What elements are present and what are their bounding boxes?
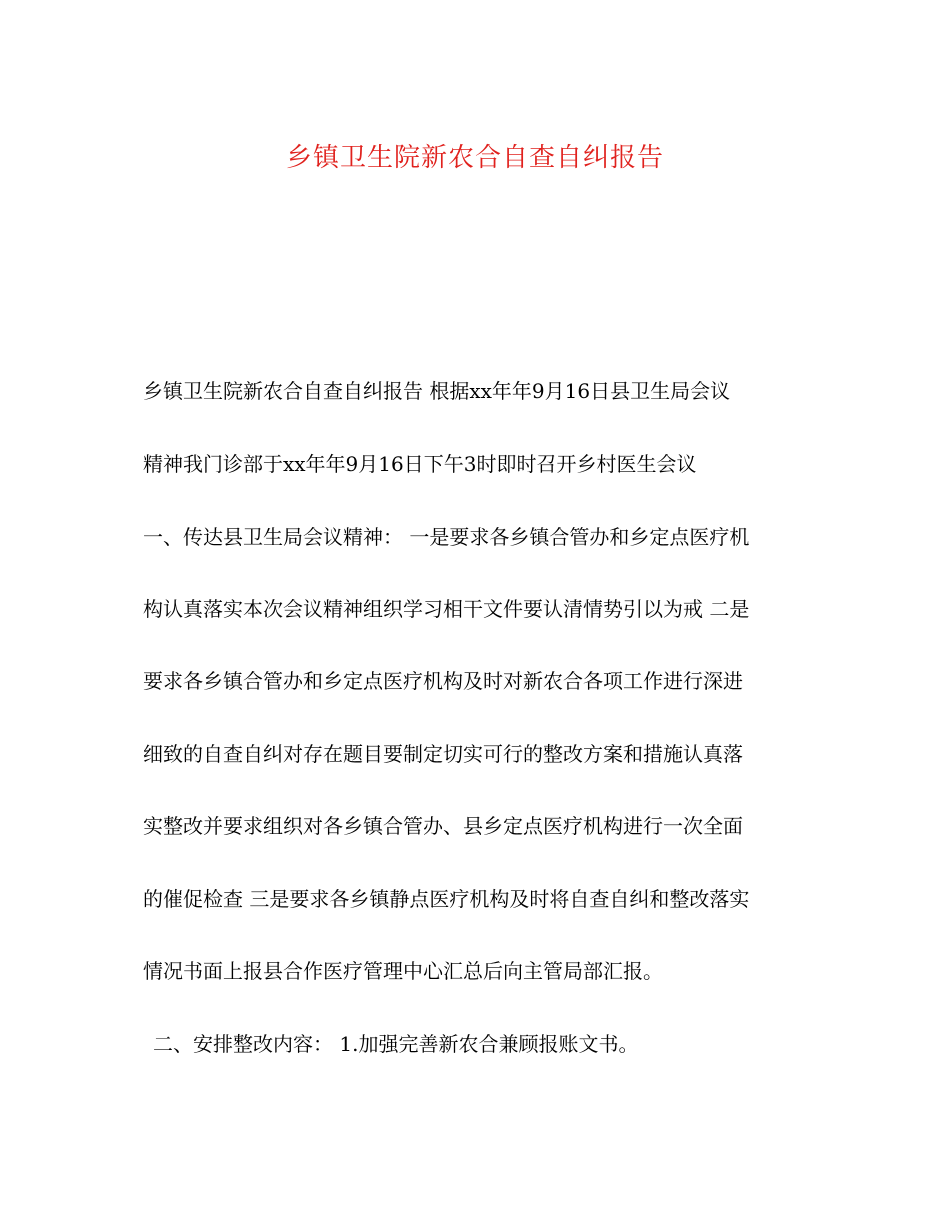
body-line: 细致的自查自纠对存在题目要制定切实可行的整改方案和措施认真落 [143,742,743,766]
body-line: 构认真落实本次会议精神组织学习相干文件要认清情势引以为戒 二是 [143,597,750,621]
body-line: 实整改并要求组织对各乡镇合管办、县乡定点医疗机构进行一次全面 [143,814,743,838]
body-line: 的催促检查 三是要求各乡镇静点医疗机构及时将自查自纠和整改落实 [143,887,750,911]
document-title: 乡镇卫生院新农合自查自纠报告 [285,143,664,173]
body-line: 一、传达县卫生局会议精神： 一是要求各乡镇合管办和乡定点医疗机 [143,525,750,549]
body-line: 乡镇卫生院新农合自查自纠报告 根据xx年年9月16日县卫生局会议 [143,379,731,403]
body-line: 要求各乡镇合管办和乡定点医疗机构及时对新农合各项工作进行深进 [143,669,743,693]
section-heading-line: 二、安排整改内容： 1.加强完善新农合兼顾报账文书。 [153,1032,639,1056]
body-line: 精神我门诊部于xx年年9月16日下午3时即时召开乡村医生会议 [143,452,697,476]
body-line: 情况书面上报县合作医疗管理中心汇总后向主管局部汇报。 [143,959,663,983]
